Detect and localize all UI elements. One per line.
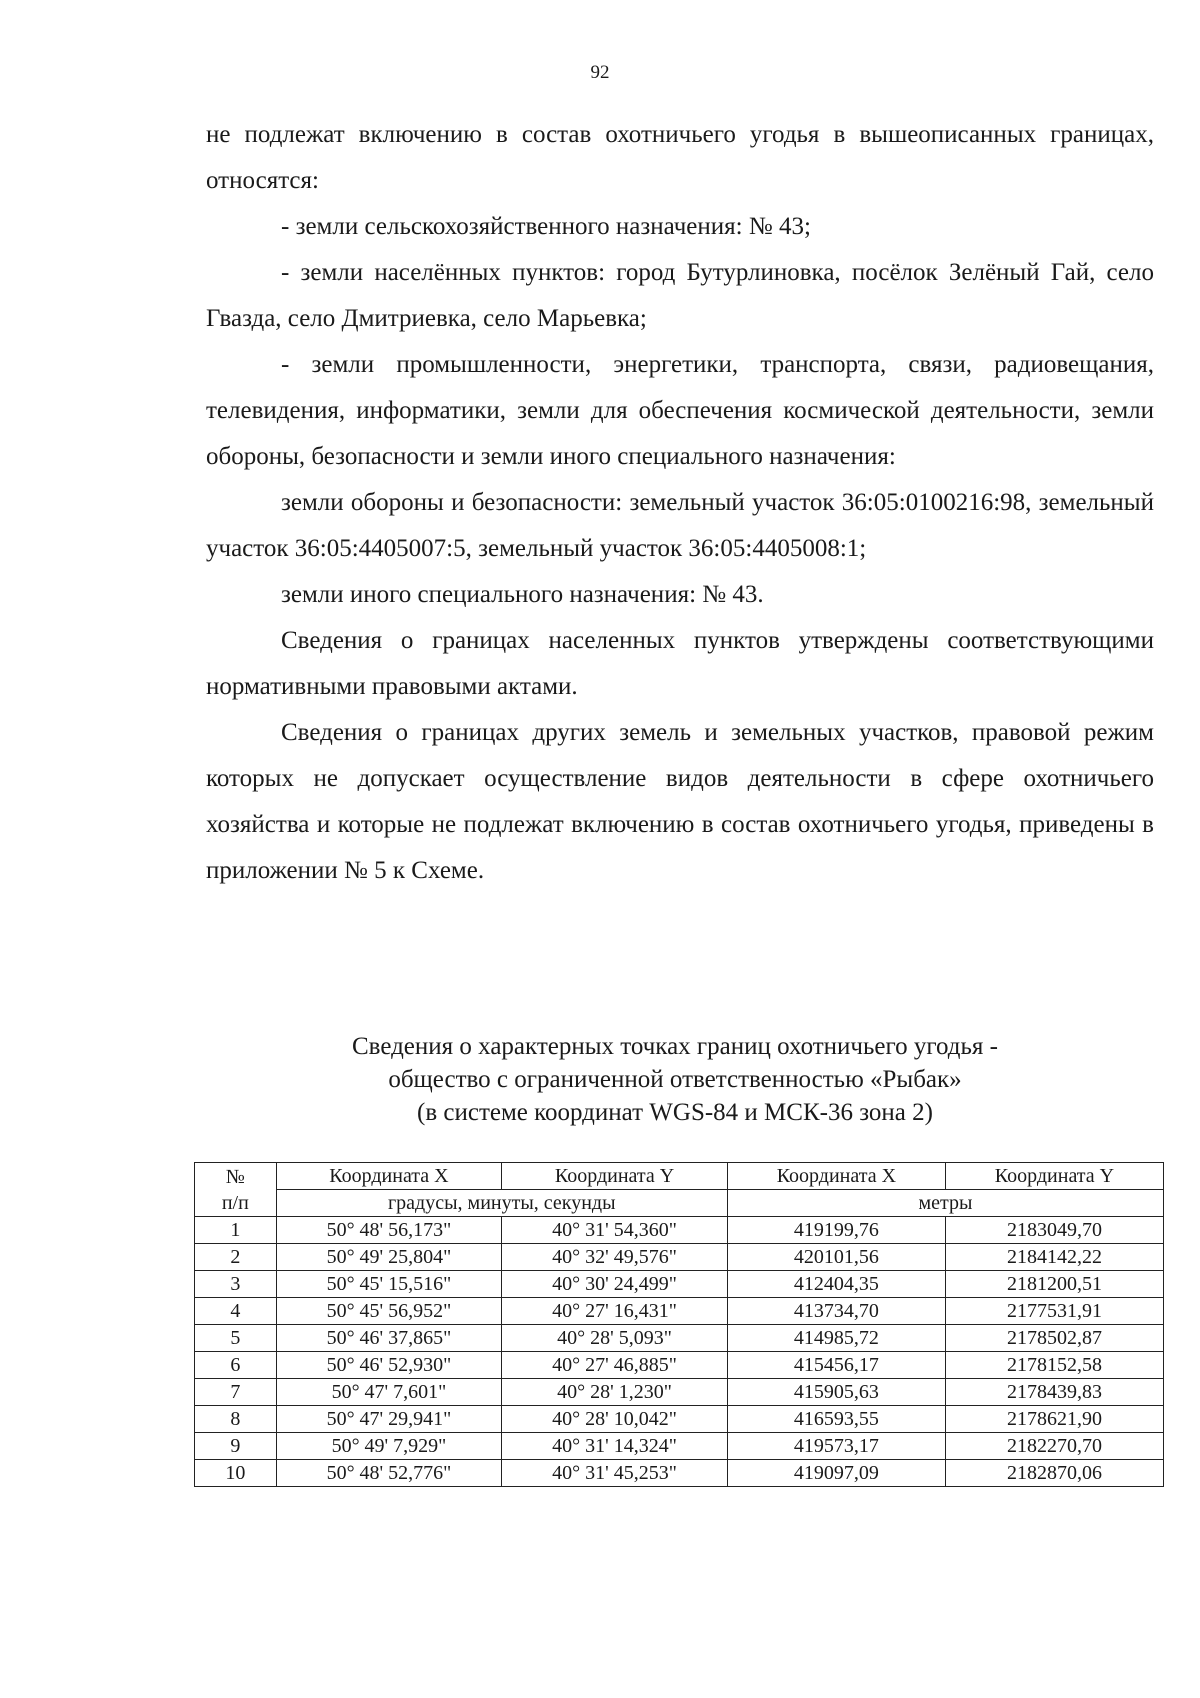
cell-number: 3 xyxy=(195,1271,277,1298)
cell-y-deg: 40° 31' 14,324" xyxy=(502,1433,728,1460)
cell-number: 5 xyxy=(195,1325,277,1352)
cell-y-m: 2177531,91 xyxy=(945,1298,1163,1325)
cell-y-deg: 40° 28' 5,093" xyxy=(502,1325,728,1352)
table-title-line: Сведения о характерных точках границ охотничьего угодья - xyxy=(351,1033,998,1060)
cell-y-m: 2183049,70 xyxy=(945,1217,1163,1244)
table-units-row xyxy=(195,1190,1164,1217)
table-row xyxy=(195,1271,1164,1298)
cell-y-m: 2178621,90 xyxy=(945,1406,1163,1433)
header-coord-y-deg: Координата Y xyxy=(502,1163,728,1190)
cell-number: 1 xyxy=(195,1217,277,1244)
table-row xyxy=(195,1460,1164,1487)
table-row xyxy=(195,1325,1164,1352)
paragraph: - земли промышленности, энергетики, транспорта, связи, радиовещания, телевидения, информатики, земли для обеспечения космической деятельности, земли обороны, безопасности и земли иного специального назначения: xyxy=(206,351,1154,470)
cell-x-m: 414985,72 xyxy=(727,1325,945,1352)
cell-number: 8 xyxy=(195,1406,277,1433)
cell-x-m: 413734,70 xyxy=(727,1298,945,1325)
cell-number: 2 xyxy=(195,1244,277,1271)
cell-x-deg: 50° 47' 7,601" xyxy=(276,1379,502,1406)
body-text xyxy=(206,112,1154,894)
cell-number: 6 xyxy=(195,1352,277,1379)
cell-y-deg: 40° 32' 49,576" xyxy=(502,1244,728,1271)
paragraph: не подлежат включению в состав охотничьего угодья в вышеописанных границах, относятся: xyxy=(206,121,1154,194)
cell-x-m: 415456,17 xyxy=(727,1352,945,1379)
cell-x-deg: 50° 47' 29,941" xyxy=(276,1406,502,1433)
table-row xyxy=(195,1217,1164,1244)
header-units-deg: градусы, минуты, секунды xyxy=(276,1190,727,1217)
cell-x-deg: 50° 45' 56,952" xyxy=(276,1298,502,1325)
paragraph: - земли населённых пунктов: город Бутурлиновка, посёлок Зелёный Гай, село Гвазда, село Дмитриевка, село Марьевка; xyxy=(206,259,1154,332)
paragraph: - земли сельскохозяйственного назначения: № 43; xyxy=(281,213,811,240)
cell-y-m: 2178152,58 xyxy=(945,1352,1163,1379)
cell-y-m: 2182270,70 xyxy=(945,1433,1163,1460)
cell-y-deg: 40° 28' 1,230" xyxy=(502,1379,728,1406)
cell-x-m: 412404,35 xyxy=(727,1271,945,1298)
table-row xyxy=(195,1298,1164,1325)
cell-x-m: 420101,56 xyxy=(727,1244,945,1271)
cell-y-deg: 40° 27' 46,885" xyxy=(502,1352,728,1379)
table-body xyxy=(195,1217,1164,1487)
cell-x-m: 419097,09 xyxy=(727,1460,945,1487)
table-header-row xyxy=(195,1163,1164,1190)
table-row xyxy=(195,1244,1164,1271)
header-coord-x-deg: Координата X xyxy=(276,1163,502,1190)
cell-y-deg: 40° 31' 54,360" xyxy=(502,1217,728,1244)
header-number: № п/п xyxy=(195,1163,277,1217)
cell-x-deg: 50° 45' 15,516" xyxy=(276,1271,502,1298)
cell-number: 4 xyxy=(195,1298,277,1325)
table-row xyxy=(195,1352,1164,1379)
table-row xyxy=(195,1406,1164,1433)
cell-number: 7 xyxy=(195,1379,277,1406)
cell-y-deg: 40° 28' 10,042" xyxy=(502,1406,728,1433)
table-row xyxy=(195,1433,1164,1460)
cell-x-deg: 50° 46' 37,865" xyxy=(276,1325,502,1352)
table-row xyxy=(195,1379,1164,1406)
page-number: 92 xyxy=(590,62,610,83)
coordinates-table xyxy=(194,1162,1164,1487)
header-coord-x-m: Координата X xyxy=(727,1163,945,1190)
cell-y-m: 2178439,83 xyxy=(945,1379,1163,1406)
table-title-line: (в системе координат WGS-84 и МСК-36 зона 2) xyxy=(417,1099,933,1126)
cell-y-m: 2178502,87 xyxy=(945,1325,1163,1352)
paragraph: Сведения о границах населенных пунктов утверждены соответствующими нормативными правовыми актами. xyxy=(206,627,1154,700)
cell-x-deg: 50° 49' 25,804" xyxy=(276,1244,502,1271)
cell-number: 9 xyxy=(195,1433,277,1460)
header-coord-y-m: Координата Y xyxy=(945,1163,1163,1190)
cell-y-m: 2182870,06 xyxy=(945,1460,1163,1487)
cell-x-m: 415905,63 xyxy=(727,1379,945,1406)
cell-y-deg: 40° 27' 16,431" xyxy=(502,1298,728,1325)
cell-x-deg: 50° 46' 52,930" xyxy=(276,1352,502,1379)
cell-number: 10 xyxy=(195,1460,277,1487)
paragraph: земли обороны и безопасности: земельный участок 36:05:0100216:98, земельный участок 36:05:4405007:5, земельный участок 36:05:4405008:1; xyxy=(206,489,1154,562)
cell-x-m: 419573,17 xyxy=(727,1433,945,1460)
cell-x-deg: 50° 49' 7,929" xyxy=(276,1433,502,1460)
cell-y-m: 2184142,22 xyxy=(945,1244,1163,1271)
cell-y-deg: 40° 30' 24,499" xyxy=(502,1271,728,1298)
cell-y-m: 2181200,51 xyxy=(945,1271,1163,1298)
cell-x-m: 416593,55 xyxy=(727,1406,945,1433)
header-units-m: метры xyxy=(727,1190,1163,1217)
cell-x-m: 419199,76 xyxy=(727,1217,945,1244)
cell-x-deg: 50° 48' 56,173" xyxy=(276,1217,502,1244)
cell-x-deg: 50° 48' 52,776" xyxy=(276,1460,502,1487)
paragraph: Сведения о границах других земель и земельных участков, правовой режим которых не допускает осуществление видов деятельности в сфере охотничьего хозяйства и которые не подлежат включению в состав охотничьего угодья, приведены в приложении № 5 к Схеме. xyxy=(206,719,1154,884)
paragraph: земли иного специального назначения: № 43. xyxy=(281,581,764,608)
cell-y-deg: 40° 31' 45,253" xyxy=(502,1460,728,1487)
table-title-line: общество с ограниченной ответственностью «Рыбак» xyxy=(388,1066,962,1093)
table-title xyxy=(0,1030,1200,1129)
